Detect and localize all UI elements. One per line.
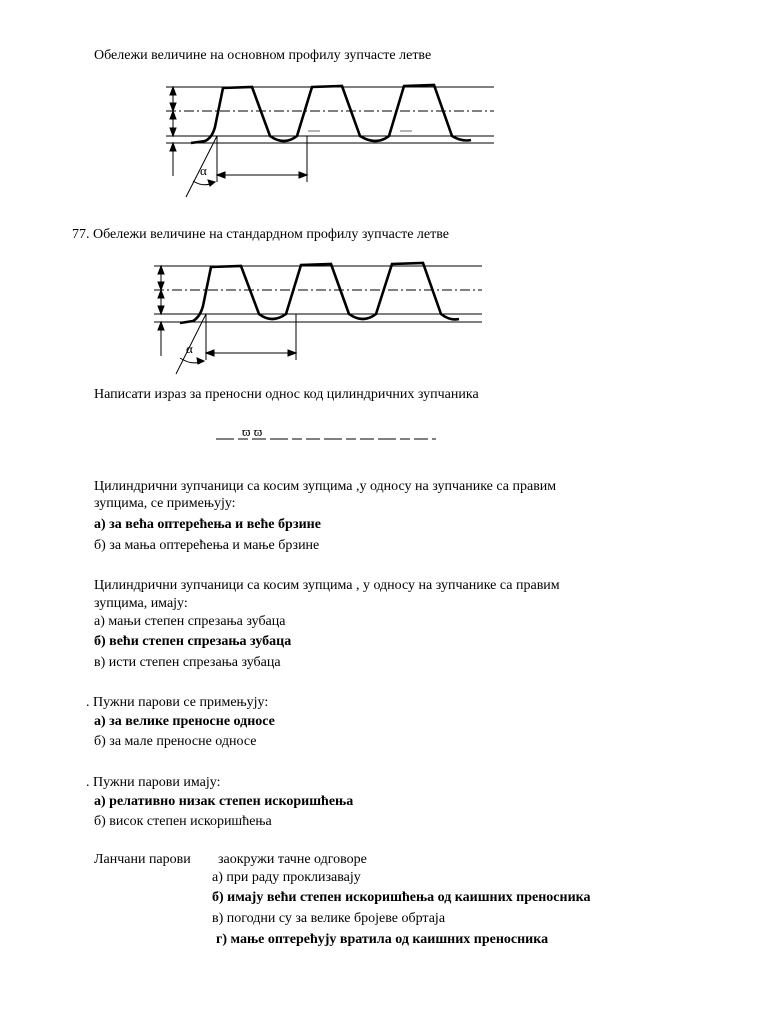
question-chain-instruction: заокружи тачне одговоре <box>218 852 367 867</box>
question-ratio: Написати израз за преносни однос код цилиндричних зупчаника <box>94 387 479 402</box>
answer-b: б) висок степен искоришћења <box>94 814 272 829</box>
alpha-label: α <box>200 163 207 178</box>
answer-a: а) мањи степен спрезања зубаца <box>94 614 286 629</box>
question-worm-have: . Пужни парови имају: <box>86 775 221 790</box>
question-helical-use-line2: зупцима, се примењују: <box>94 496 236 511</box>
answer-c: в) исти степен спрезања зубаца <box>94 655 281 670</box>
answer-b: б) за мања оптерећења и мање брзине <box>94 538 320 553</box>
ratio-answer-blank <box>216 424 456 444</box>
omega-symbols: ϖ ϖ <box>242 424 263 439</box>
question-helical-have-line2: зупцима, имају: <box>94 596 188 611</box>
alpha-label: α <box>186 341 193 356</box>
rack-profile-diagram-basic <box>0 70 768 280</box>
answer-c: в) погодни су за велике бројеве обртаја <box>212 911 446 926</box>
question-77: 77. Обележи величине на стандардном профилу зупчасте летве <box>72 227 449 242</box>
question-helical-use-line1: Цилиндрични зупчаници са косим зупцима ,у односу на зупчанике са правим <box>94 479 557 494</box>
question-worm-use: . Пужни парови се примењују: <box>86 695 269 710</box>
question-helical-have-line1: Цилиндрични зупчаници са косим зупцима , у односу на зупчанике са правим <box>94 578 560 593</box>
answer-a: а) при раду проклизавају <box>212 870 361 885</box>
answer-a: а) за већа оптерећења и веће брзине <box>94 517 321 532</box>
question-chain: Ланчани парови <box>94 852 191 867</box>
answer-a: а) за велике преносне односе <box>94 714 275 729</box>
answer-a: а) релативно низак степен искоришћења <box>94 794 354 809</box>
rack-profile-diagram-standard <box>0 250 768 390</box>
answer-b: б) имају већи степен искоришћења од каишних преносника <box>212 890 591 905</box>
question-basic-profile: Обележи величине на основном профилу зупчасте летве <box>94 48 432 63</box>
answer-d: г) мање оптерећују вратила од каишних преносника <box>216 932 549 947</box>
answer-b: б) већи степен спрезања зубаца <box>94 634 292 649</box>
answer-b: б) за мале преносне односе <box>94 734 257 749</box>
